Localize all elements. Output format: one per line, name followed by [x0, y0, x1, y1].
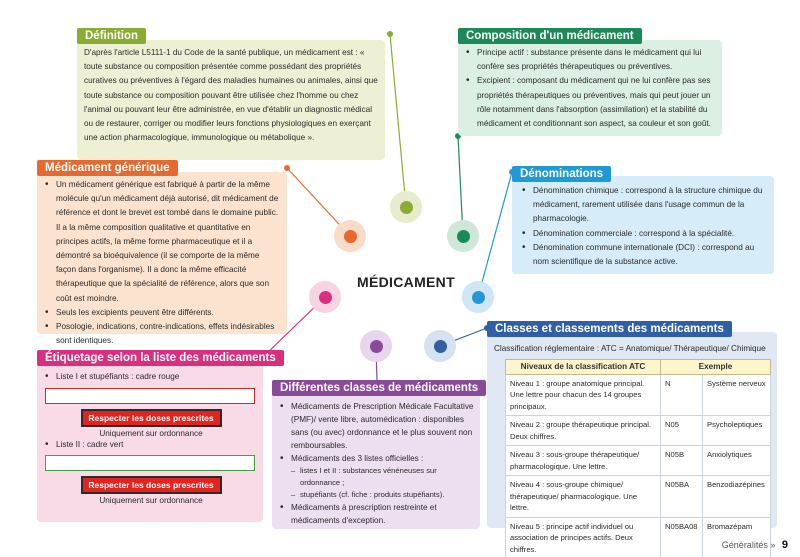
liste2-label: • Liste II : cadre vert — [45, 438, 257, 452]
ring-classes — [360, 330, 392, 362]
etiquetage-content — [45, 370, 257, 505]
definition-text: D'après l'article L5111-1 du Code de la santé publique, un médicament est : « toute substance ou composition présentée comme possédant des propriétés curatives ou préventives à l'égard des maladies humaines ou animales, ainsi que toute substance ou composition pouvant être utilisée chez l'homme ou chez l'animal ou pouvant leur être administrée, en vue d'établir un diagnostic médical ou de restaurer, corriger ou modifier leurs fonctions physiologiques en exerçant une action pharmacologique, immunologique ou métabolique ». — [84, 48, 378, 143]
footer-separator: » — [770, 540, 776, 550]
atc-code: N05 — [661, 416, 703, 446]
classes-sublist — [291, 465, 476, 501]
classements-intro: Classification réglementaire : ATC = Anatomique/ Thérapeutique/ Chimique — [494, 344, 766, 353]
ring-definition — [390, 191, 422, 223]
atc-code: N05B — [661, 446, 703, 476]
liste1-ordonnance: Uniquement sur ordonnance — [99, 429, 203, 439]
denominations-item: • Dénomination chimique : correspond à la structure chimique du médicament, rarement utilisée dans l'usage commun de la pharmacologie. — [522, 184, 770, 227]
liste1-label: • Liste I et stupéfiants : cadre rouge — [45, 370, 257, 384]
composition-item: • Principe actif : substance présente dans le médicament qui lui confère ses propriétés thérapeutiques ou préventives. — [466, 46, 718, 74]
liste2-warning-label: Respecter les doses prescrites — [81, 476, 222, 494]
page-number: 9 — [781, 539, 788, 551]
composition-item: • Excipient : composant du médicament qui ne lui confère pas ses propriétés thérapeutiques ou préventives, mais qui peut jouer un rôle notamment dans l'absorption (assimilation) et la stabilité du médicament et conditionnant son aspect, sa couleur et son goût. — [466, 74, 718, 131]
composition-title: Composition d'un médicament — [458, 28, 642, 44]
footer-section: Généralités — [721, 540, 768, 550]
atc-niveau: Niveau 2 : groupe thérapeutique principal. Deux chiffres. — [506, 416, 661, 446]
table-row — [506, 476, 771, 518]
generique-item: • Seuls les excipients peuvent être différents. — [45, 306, 281, 320]
table-row — [506, 517, 771, 557]
liste2-ordonnance: Uniquement sur ordonnance — [99, 496, 203, 506]
center-title: MÉDICAMENT — [357, 274, 455, 290]
atc-exemple: Bromazépam — [703, 517, 771, 557]
generique-item: • Un médicament générique est fabriqué à partir de la même molécule qu'un médicament déjà autorisé, dit médicament de référence et dont le brevet est tombé dans le domaine public. Il a la même composition qualitative et quantitative en principes actifs, la même forme pharmaceutique et il a démontré sa bioéquivalence (il se comporte de la même façon dans l'organisme). Il a donc la même efficacité thérapeutique que la spécialité de référence, alors que son coût est moindre. — [45, 178, 281, 306]
classes-title: Différentes classes de médicaments — [272, 380, 486, 396]
ring-composition — [447, 220, 479, 252]
denominations-item: • Dénomination commune internationale (DCI) : correspond au nom scientifique de la substance active. — [522, 241, 770, 269]
definition-title: Définition — [77, 28, 146, 44]
atc-code: N05BA — [661, 476, 703, 518]
connector-dot-generique — [284, 165, 290, 171]
denominations-title: Dénominations — [512, 166, 611, 182]
atc-table — [505, 359, 771, 557]
table-row — [506, 374, 771, 416]
atc-niveau: Niveau 4 : sous-groupe chimique/ thérapeutique/ pharmacologique. Une lettre. — [506, 476, 661, 518]
atc-code: N — [661, 374, 703, 416]
atc-niveau: Niveau 3 : sous-groupe thérapeutique/ pharmacologique. Une lettre. — [506, 446, 661, 476]
denominations-list — [522, 184, 770, 269]
etiquetage-title: Étiquetage selon la liste des médicaments — [37, 350, 284, 366]
liste1-warning-label: Respecter les doses prescrites — [81, 409, 222, 427]
classes-list — [280, 400, 476, 527]
ring-generique — [334, 220, 366, 252]
generique-item: • Posologie, indications, contre-indications, effets indésirables sont identiques. — [45, 320, 281, 348]
classes-subitem: – listes I et II : substances vénéneuses sur ordonnance ; — [291, 465, 476, 489]
liste2-green-frame — [45, 455, 255, 471]
atc-exemple: Psycholeptiques — [703, 416, 771, 446]
classes-item: • Médicaments à prescription restreinte et médicaments d'exception. — [280, 501, 476, 527]
atc-exemple: Système nerveux — [703, 374, 771, 416]
composition-list — [466, 46, 718, 131]
liste1-red-frame — [45, 388, 255, 404]
classes-item-text: Médicaments des 3 listes officielles : — [291, 454, 424, 463]
atc-exemple: Anxiolytiques — [703, 446, 771, 476]
atc-header-niveau: Niveaux de la classification ATC — [506, 360, 661, 375]
table-row — [506, 446, 771, 476]
ring-classements — [424, 330, 456, 362]
atc-code: N05BA08 — [661, 517, 703, 557]
atc-niveau: Niveau 1 : groupe anatomique principal. Une lettre pour chacun des 14 groupes principaux. — [506, 374, 661, 416]
generique-list — [45, 178, 281, 348]
generique-title: Médicament générique — [37, 160, 178, 176]
classes-subitem: – stupéfiants (cf. fiche : produits stupéfiants). — [291, 489, 476, 501]
atc-exemple: Benzodiazépines — [703, 476, 771, 518]
page-footer — [722, 539, 788, 551]
classements-title: Classes et classements des médicaments — [487, 321, 732, 337]
connector-dot-definition — [387, 31, 393, 37]
denominations-item: • Dénomination commerciale : correspond à la spécialité. — [522, 227, 770, 241]
classes-item: • Médicaments de Prescription Médicale Facultative (PMF)/ vente libre, automédication : disponibles sans (ou avec) ordonnance et le plus souvent non remboursables. — [280, 400, 476, 452]
atc-niveau: Niveau 5 : principe actif individuel ou association de principes actifs. Deux chiffres. — [506, 517, 661, 557]
connector-definition — [390, 34, 406, 207]
classes-item — [280, 452, 476, 501]
atc-header-exemple: Exemple — [661, 360, 771, 375]
table-row — [506, 416, 771, 446]
